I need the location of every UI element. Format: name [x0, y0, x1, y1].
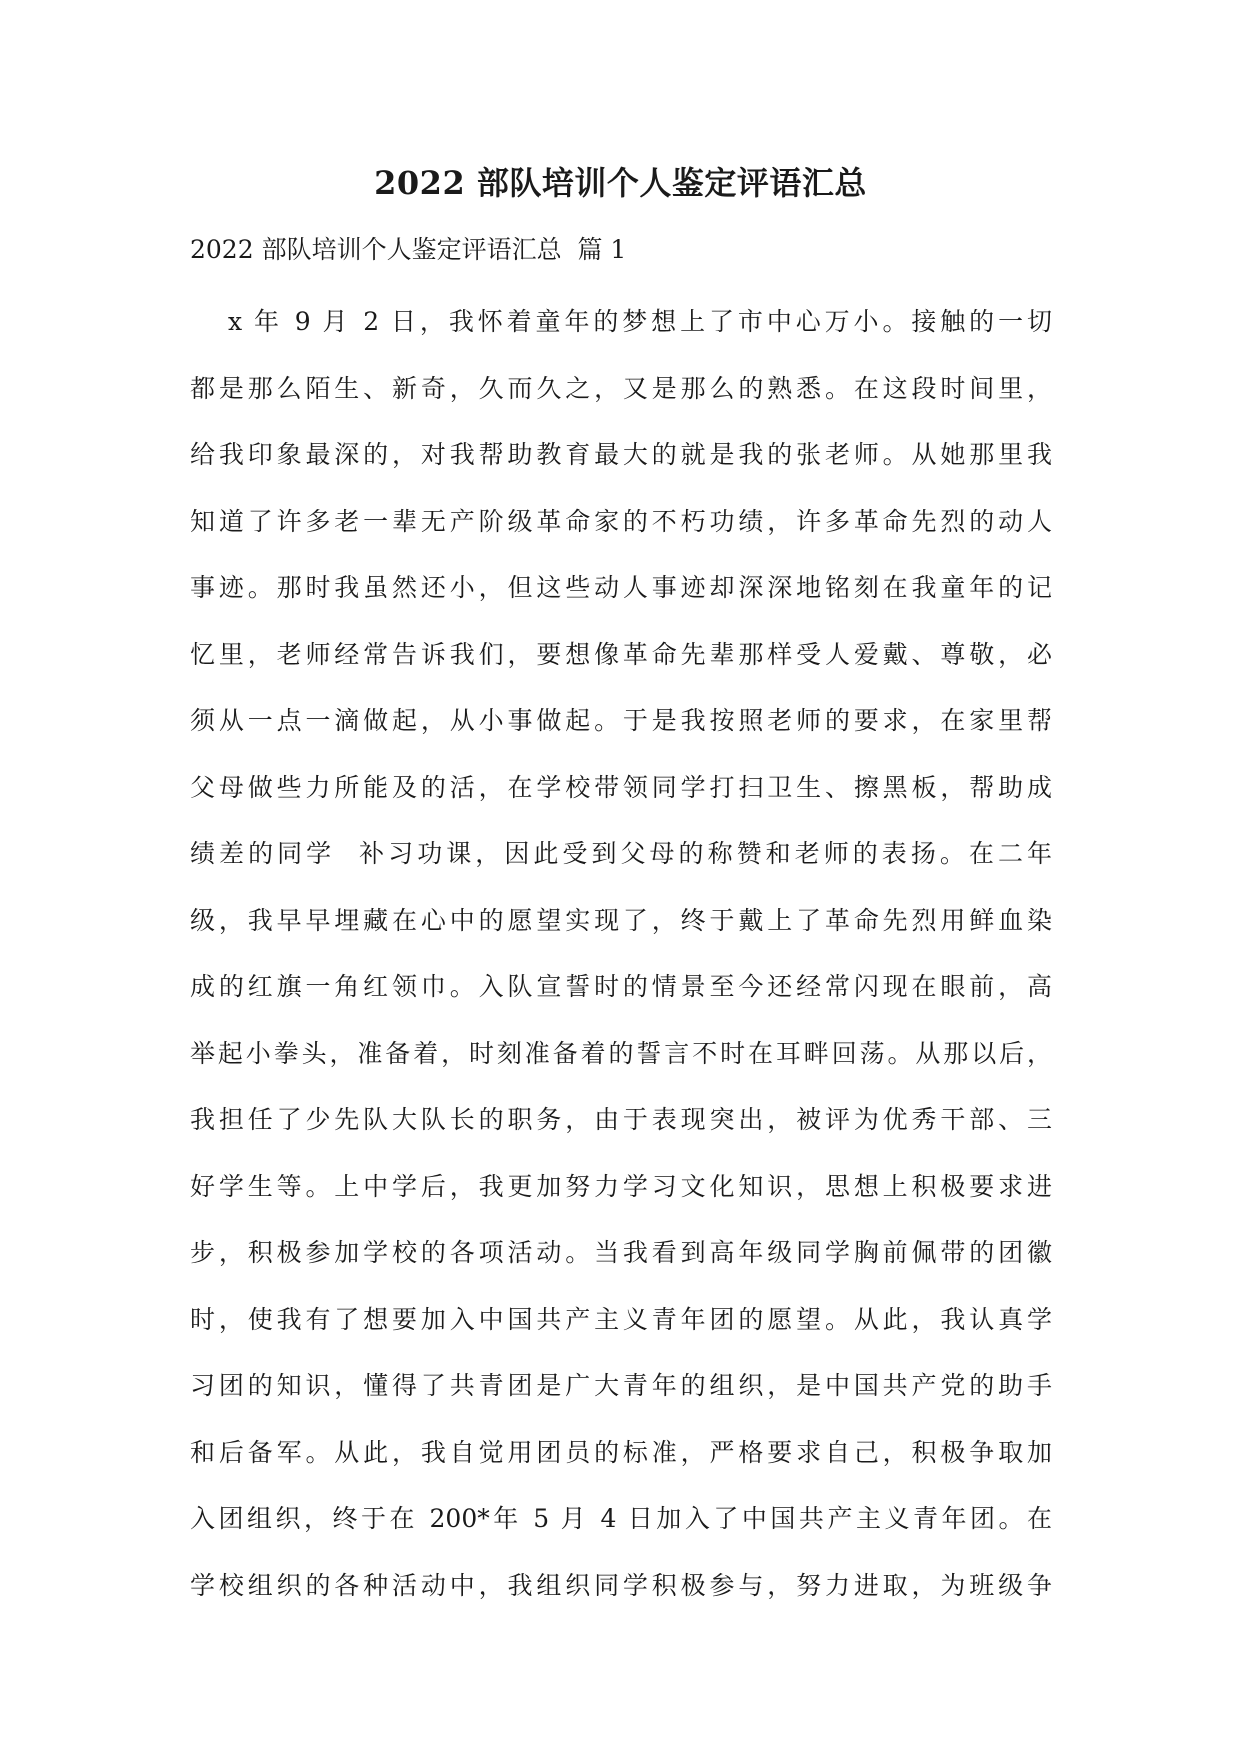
body-line: 举起小拳头，准备着，时刻准备着的誓言不时在耳畔回荡。从那以后， — [190, 1038, 1052, 1068]
body-line: 我担任了少先队大队长的职务，由于表现突出，被评为优秀干部、三 — [190, 1105, 1052, 1134]
body-line: 须从一点一滴做起，从小事做起。于是我按照老师的要求，在家里帮 — [190, 706, 1052, 735]
body-line: 好学生等。上中学后，我更加努力学习文化知识，思想上积极要求进 — [190, 1171, 1052, 1201]
body-line: 事迹。那时我虽然还小，但这些动人事迹却深深地铭刻在我童年的记 — [190, 573, 1052, 602]
body-line: 级，我早早埋藏在心中的愿望实现了，终于戴上了革命先烈用鲜血染 — [190, 905, 1052, 935]
body-paragraph — [190, 289, 1052, 1619]
body-line: 忆里，老师经常告诉我们，要想像革命先辈那样受人爱戴、尊敬，必 — [190, 639, 1052, 669]
body-line: 父母做些力所能及的活，在学校带领同学打扫卫生、擦黑板，帮助成 — [190, 772, 1052, 802]
body-line: 给我印象最深的，对我帮助教育最大的就是我的张老师。从她那里我 — [190, 440, 1052, 469]
body-line: 知道了许多老一辈无产阶级革命家的不朽功绩，许多革命先烈的动人 — [190, 506, 1052, 536]
section-heading: 2022 部队培训个人鉴定评语汇总 篇 1 — [190, 235, 627, 264]
body-line: x 年 9 月 2 日，我怀着童年的梦想上了市中心万小。接触的一切 — [228, 307, 1052, 336]
body-line: 和后备军。从此，我自觉用团员的标准，严格要求自己，积极争取加 — [190, 1437, 1052, 1467]
body-line: 时，使我有了想要加入中国共产主义青年团的愿望。从此，我认真学 — [190, 1304, 1052, 1334]
body-line: 步，积极参加学校的各项活动。当我看到高年级同学胸前佩带的团徽 — [190, 1238, 1052, 1267]
body-line: 入团组织，终于在 200*年 5 月 4 日加入了中国共产主义青年团。在 — [190, 1504, 1052, 1533]
body-line: 习团的知识，懂得了共青团是广大青年的组织，是中国共产党的助手 — [190, 1371, 1052, 1400]
body-line: 绩差的同学 补习功课，因此受到父母的称赞和老师的表扬。在二年 — [190, 839, 1052, 868]
body-line: 都是那么陌生、新奇，久而久之，又是那么的熟悉。在这段时间里， — [190, 373, 1052, 403]
document-title: 2022 部队培训个人鉴定评语汇总 — [374, 164, 867, 202]
body-line: 学校组织的各种活动中，我组织同学积极参与，努力进取，为班级争 — [190, 1570, 1052, 1600]
body-line: 成的红旗一角红领巾。入队宣誓时的情景至今还经常闪现在眼前，高 — [190, 972, 1052, 1001]
